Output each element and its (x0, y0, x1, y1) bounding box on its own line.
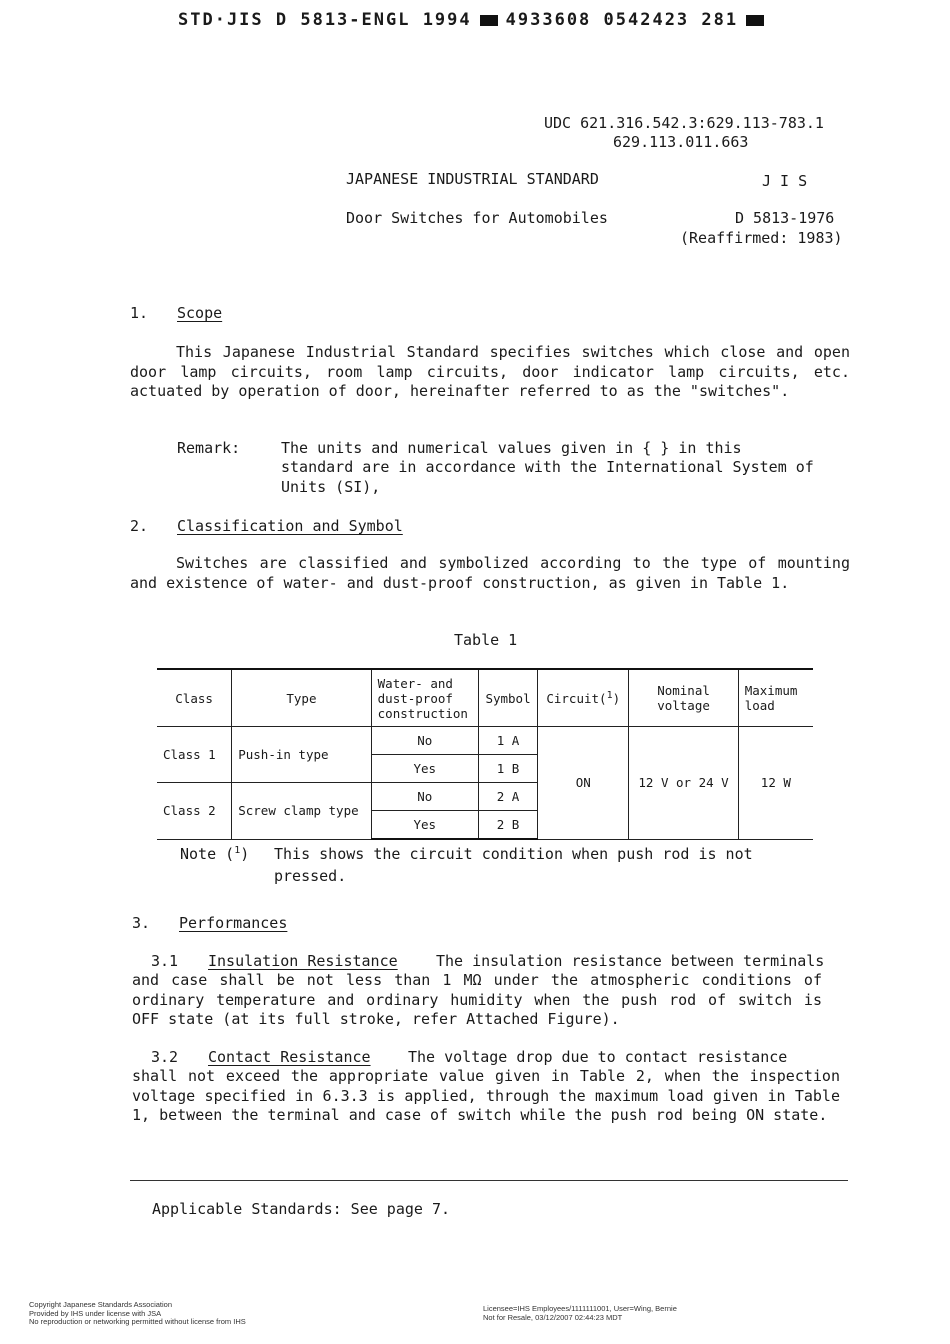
header-water-dust-proof: Water- and dust-proof construction (371, 669, 478, 727)
cell-symbol: 2 B (478, 811, 537, 840)
header-class: Class (157, 669, 232, 727)
section-1-text: This Japanese Industrial Standard specifies switches which close and open door lamp circuits, room lamp circuits, door indicator lamp circuits, etc. actuated by operation of door, hereinafter referred to as the "switches". (130, 343, 850, 400)
section-1-number: 1. (130, 304, 149, 322)
cell-symbol: 1 B (478, 755, 537, 783)
subsection-3-2-title: Contact Resistance (208, 1048, 371, 1066)
table-note-line-2: pressed. (274, 867, 347, 885)
jis-mark: J I S (762, 172, 808, 190)
table-note-line-1: This shows the circuit condition when push rod is not (274, 845, 753, 863)
applicable-standards: Applicable Standards: See page 7. (152, 1200, 451, 1218)
subsection-3-1-body: and case shall be not less than 1 MΩ under the atmospheric conditions of ordinary temperature and ordinary humidity when the push rod of switch is OFF state (at its full stroke, refer Attached Figure). (132, 971, 822, 1028)
header-nominal-voltage: Nominal voltage (629, 669, 738, 727)
cell-load: 12 W (738, 727, 813, 840)
subsection-3-2-number: 3.2 (151, 1048, 179, 1066)
udc-line-1: UDC 621.316.542.3:629.113-783.1 (544, 114, 824, 132)
header-circuit: Circuit($^1$) (538, 669, 629, 727)
cell-class-2: Class 2 (157, 783, 232, 840)
section-2-body (130, 554, 850, 593)
remark-line-3: Units (SI), (281, 478, 381, 496)
document-code: STD·JIS D 5813-ENGL 1994 (178, 10, 472, 30)
reaffirmed-date: (Reaffirmed: 1983) (680, 229, 843, 247)
standard-body: JAPANESE INDUSTRIAL STANDARD (346, 170, 599, 188)
document-number: D 5813-1976 (735, 209, 835, 227)
cell-water: No (371, 727, 478, 755)
table-note-label: Note ($^1$) (180, 845, 250, 863)
black-block-icon (746, 15, 764, 26)
document-code-line (178, 10, 772, 30)
black-block-icon (480, 15, 498, 26)
cell-type-1: Push-in type (232, 727, 371, 783)
remark-line-1: The units and numerical values given in { } in this (281, 439, 742, 457)
section-2-title: Classification and Symbol (177, 517, 403, 535)
table-1 (157, 668, 813, 840)
cell-water: Yes (371, 811, 478, 840)
section-2-number: 2. (130, 517, 149, 535)
barcode-number: 4933608 0542423 281 (505, 10, 739, 30)
cell-symbol: 1 A (478, 727, 537, 755)
cell-circuit: ON (538, 727, 629, 840)
section-1-title: Scope (177, 304, 223, 322)
subsection-3-2-body: shall not exceed the appropriate value given in Table 2, when the inspection voltage specified in 6.3.3 is applied, through the maximum load given in Table 1, between the terminal and case of switch while the push rod being ON state. (132, 1067, 840, 1124)
subsection-3-1-title: Insulation Resistance (208, 952, 398, 970)
cell-type-2: Screw clamp type (232, 783, 371, 840)
footnote-divider (130, 1180, 848, 1181)
cell-symbol: 2 A (478, 783, 537, 811)
section-1-body (130, 343, 850, 402)
subsection-3-1-lead: The insulation resistance between terminals (436, 952, 825, 970)
cell-water: No (371, 783, 478, 811)
footer-copyright: Copyright Japanese Standards Association Provided by IHS under license with JSA No reproduction or networking permitted without license from IHS (29, 1300, 246, 1326)
subsection-3-2-lead: The voltage drop due to contact resistance (408, 1048, 788, 1066)
cell-water: Yes (371, 755, 478, 783)
document-title: Door Switches for Automobiles (346, 209, 608, 227)
section-3-number: 3. (132, 914, 151, 932)
section-3-title: Performances (179, 914, 288, 932)
table-caption: Table 1 (454, 631, 518, 649)
header-symbol: Symbol (478, 669, 537, 727)
remark-line-2: standard are in accordance with the International System of (281, 458, 814, 476)
header-type: Type (232, 669, 371, 727)
cell-class-1: Class 1 (157, 727, 232, 783)
udc-line-2: 629.113.011.663 (613, 133, 749, 151)
section-2-text: Switches are classified and symbolized according to the type of mounting and existence of water- and dust-proof construction, as given in Table 1. (130, 554, 850, 592)
footer-license: Licensee=IHS Employees/1111111001, User=Wing, Bernie Not for Resale, 03/12/2007 02:44:23 MDT (483, 1304, 677, 1322)
header-maximum-load: Maximum load (738, 669, 813, 727)
subsection-3-1-number: 3.1 (151, 952, 179, 970)
remark-label: Remark: (177, 439, 241, 457)
cell-voltage: 12 V or 24 V (629, 727, 738, 840)
table-row (157, 727, 813, 755)
